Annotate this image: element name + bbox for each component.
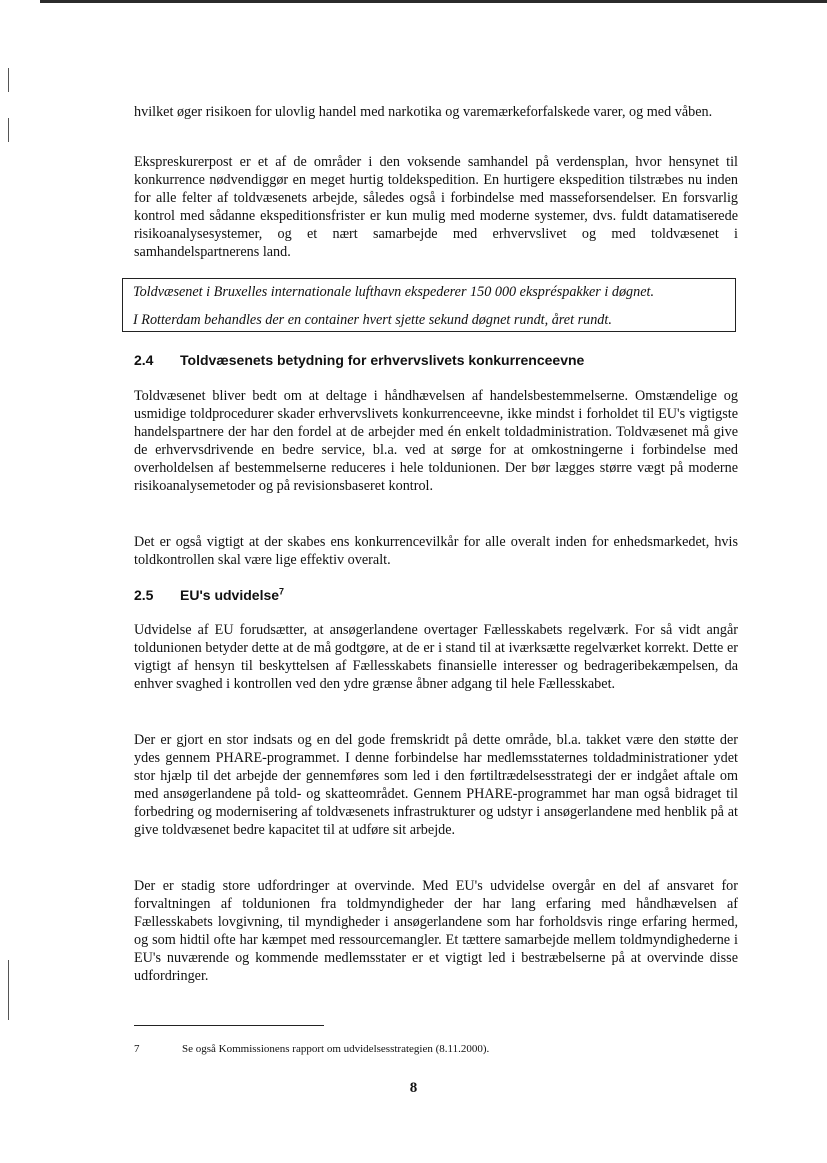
section-number: 2.4 [134, 352, 154, 368]
paragraph-2-5-b: Der er gjort en stor indsats og en del gode fremskridt på dette område, bl.a. takket være den støtte der ydes gennem PHARE-programmet. I denne forbindelse har medlemsstaternes toldadministrationer ydet stor hjælp til det arbejde der gennemføres som led i den førtiltrædelsesstrategi der er indgået aftale om med ansøgerlandene på told- og skatteområdet. Gennem PHARE-programmet har man også bidraget til forbedring og modernisering af toldvæsenets infrastrukturer og udstyr i ansøgerlandene med henblik på at give toldvæsenet bedre kapacitet til at udføre sit arbejde. [134, 732, 738, 838]
paragraph-2-5-c: Der er stadig store udfordringer at overvinde. Med EU's udvidelse overgår en del af ansvaret for forvaltningen af toldunionen fra toldmyndigheder der har lang erfaring med håndhævelsen af Fællesskabets lovgivning, til myndigheder i ansøgerlandene som har forholdsvis ringe erfaring hermed, og som hidtil ofte har kæmpet med ressourcemangler. Et tættere samarbejde mellem toldmyndighederne i EU's nuværende og kommende medlemsstater er et vigtigt led i bestræbelserne på at overvinde disse udfordringer. [134, 878, 738, 984]
paragraph-2-4-b: Det er også vigtigt at der skabes ens konkurrencevilkår for alle overalt inden for enhedsmarkedet, hvis toldkontrollen skal være lige effektiv overalt. [134, 534, 738, 568]
footnote-divider [134, 1025, 324, 1026]
scan-margin-mark [8, 118, 9, 142]
page-number: 8 [409, 1080, 418, 1096]
footnote [134, 1043, 738, 1055]
paragraph-express-courier: Ekspreskurerpost er et af de områder i den voksende samhandel på verdensplan, hvor hensynet til konkurrence nødvendiggør en meget hurtig toldekspedition. En hurtigere ekspedition tilstræbes nu inden for alle felter af toldvæsenets arbejde, således også i forbindelse med masseforsendelser. En forsvarlig kontrol med sådanne ekspeditionsfrister er kun mulig med moderne systemer, dvs. fuldt datamatiserede risikoanalysesystemer, og et nært samarbejde med erhvervslivet og med toldvæsenet i samhandelspartnerens land. [134, 154, 738, 260]
paragraph-2-4-a: Toldvæsenet bliver bedt om at deltage i håndhævelsen af handelsbestemmelserne. Omstændelige og usmidige toldprocedurer skader erhvervslivets konkurrenceevne, ikke mindst i forholdet til EU's vigtigste handelspartnere der har den fordel at de arbejder med én enkelt toldadministration. Toldvæsenet må give de erhvervsdrivende en bedre service, bl.a. ved at sørge for at omkostningerne i forbindelse med overholdelsen af bestemmelserne reduceres i hele toldunionen. Der bør lægges større vægt på moderne risikoanalysemetoder og på revisionsbaseret kontrol. [134, 388, 738, 494]
section-heading-2-5 [134, 587, 738, 603]
box-line-brussels: Toldvæsenet i Bruxelles internationale lufthavn ekspederer 150 000 ekspréspakker i døgnet. [133, 284, 655, 300]
box-line-rotterdam: I Rotterdam behandles der en container hvert sjette sekund døgnet rundt, året rundt. [133, 312, 612, 328]
section-number: 2.5 [134, 587, 154, 603]
footnote-mark: 7 [134, 1043, 140, 1055]
paragraph-intro: hvilket øger risikoen for ulovlig handel med narkotika og varemærkeforfalskede varer, og med våben. [134, 104, 713, 120]
scan-margin-mark [8, 960, 9, 1020]
highlight-box [122, 278, 736, 332]
scan-margin-mark [8, 68, 9, 92]
section-title: EU's udvidelse [180, 587, 280, 603]
paragraph-2-5-a: Udvidelse af EU forudsætter, at ansøgerlandene overtager Fællesskabets regelværk. For så vidt angår toldunionen betyder dette at de må godtgøre, at de er i stand til at iværksætte regelværket korrekt. Dette er vigtigt af hensyn til beskyttelsen af Fællesskabets finansielle interesser og bedrageribekæmpelsen, da enhver svaghed i kontrollen ved den ydre grænse åbner adgang til hele Fællesskabet. [134, 622, 738, 692]
section-heading-2-4 [134, 352, 738, 368]
scan-top-edge [40, 0, 827, 3]
section-title: Toldvæsenets betydning for erhvervslivets konkurrenceevne [180, 352, 585, 368]
footnote-reference: 7 [279, 586, 285, 597]
footnote-text: Se også Kommissionens rapport om udvidelsesstrategien (8.11.2000). [182, 1043, 490, 1055]
